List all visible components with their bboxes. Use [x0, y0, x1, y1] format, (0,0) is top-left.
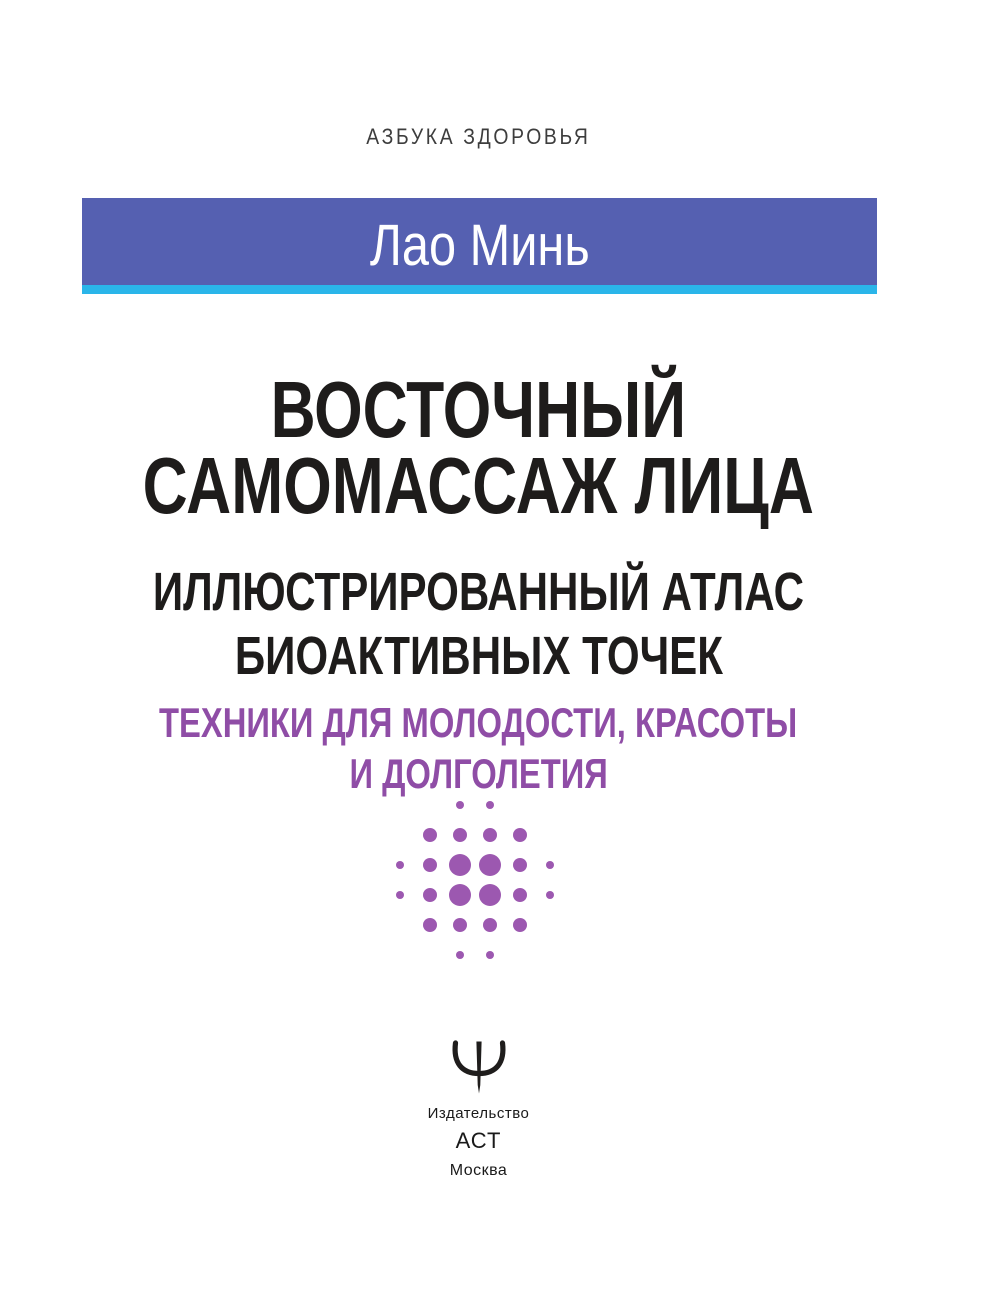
subtitle-line-2: БИОАКТИВНЫХ ТОЧЕК: [234, 626, 723, 686]
publisher-city: Москва: [449, 1162, 508, 1179]
publisher-block: [0, 1038, 972, 1180]
subtitle-line-1: ИЛЛЮСТРИРОВАННЫЙ АТЛАС: [152, 562, 805, 622]
series-label-text: АЗБУКА ЗДОРОВЬЯ: [366, 124, 591, 149]
tagline-line-1: ТЕХНИКИ ДЛЯ МОЛОДОСТИ, КРАСОТЫ: [159, 699, 798, 746]
banner-accent-strip: [82, 285, 877, 294]
tagline-line-2: И ДОЛГОЛЕТИЯ: [349, 750, 608, 797]
title-line-1: ВОСТОЧНЫЙ: [270, 365, 687, 454]
author-banner: [82, 198, 877, 285]
book-subtitle: [0, 560, 972, 688]
publisher-name: АСТ: [455, 1128, 502, 1153]
author-name: Лао Минь: [369, 213, 590, 278]
series-label: [0, 124, 972, 150]
ast-psi-logo-icon: [449, 1038, 509, 1095]
publisher-label: Издательство: [427, 1105, 530, 1122]
halftone-dots-icon: [370, 790, 580, 970]
book-title: [0, 365, 972, 530]
title-line-2: САМОМАССАЖ ЛИЦА: [142, 441, 815, 530]
tagline: [0, 697, 972, 799]
